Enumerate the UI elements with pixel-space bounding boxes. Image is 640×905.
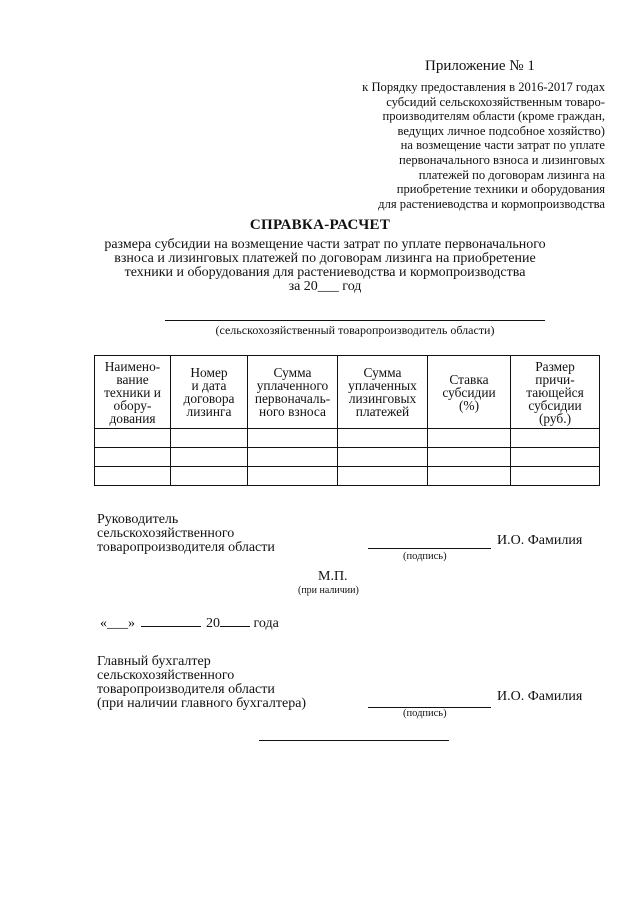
head-role-line: товаропроизводителя области [97, 540, 275, 555]
header-text-line: (руб.) [538, 410, 572, 426]
producer-caption: (сельскохозяйственный товаропроизводитель области) [215, 323, 495, 337]
head-role [97, 513, 275, 555]
table-row [95, 429, 600, 448]
accountant-role [97, 655, 306, 711]
table-body [95, 429, 600, 486]
order-line: субсидий сельскохозяйственным товаро- [386, 94, 605, 109]
order-line: приобретение техники и оборудования [396, 182, 605, 197]
header-text-line: вание [116, 371, 149, 387]
header-text-line: договора [183, 391, 235, 406]
order-line: к Порядку предоставления в 2016-2017 годах [362, 80, 605, 94]
table-cell [428, 448, 511, 467]
calculation-table [94, 355, 600, 486]
header-text-line: и дата [191, 378, 227, 393]
table-cell [511, 448, 600, 467]
column-header-subsidy-rate [428, 356, 511, 429]
table-cell [428, 467, 511, 486]
header-text-line: Наимено- [104, 358, 161, 374]
table-cell [171, 448, 248, 467]
seal-caption: (при наличии) [298, 585, 359, 596]
head-role-line: сельскохозяйственного [97, 526, 235, 541]
head-signature-line [368, 548, 491, 549]
order-line: на возмещение части затрат по уплате [400, 138, 605, 153]
header-text-line: обору- [113, 397, 152, 413]
column-header-equipment [95, 356, 171, 429]
date-day: «___» [100, 616, 135, 631]
table-cell [338, 429, 428, 448]
accountant-name: И.О. Фамилия [497, 689, 583, 704]
order-line: для растениеводства и кормопроизводства [378, 196, 605, 211]
column-header-lease-payments [338, 356, 428, 429]
producer-name-line [165, 320, 545, 321]
header-text-line: Ставка [449, 371, 489, 387]
subtitle-line: размера субсидии на возмещение части затрат по уплате первоначального [104, 237, 546, 252]
accountant-role-line: Главный бухгалтер [97, 654, 211, 669]
table-cell [338, 467, 428, 486]
header-text-line: Сумма [273, 365, 312, 380]
order-line: первоначального взноса и лизинговых [399, 152, 605, 167]
header-text-line: Сумма [363, 365, 402, 380]
table-cell [248, 467, 338, 486]
accountant-role-line: (при наличии главного бухгалтера) [97, 696, 307, 711]
date-line [100, 617, 279, 631]
header-text-line: причи- [535, 371, 575, 387]
column-header-initial-payment [248, 356, 338, 429]
header-text-line: лизинга [186, 404, 232, 419]
head-role-line: Руководитель [97, 512, 179, 527]
header-text-line: дования [109, 410, 156, 426]
appendix-order-text [343, 80, 605, 211]
header-text-line: техники и [104, 384, 161, 400]
column-header-contract [171, 356, 248, 429]
date-year-prefix: 20 [206, 616, 220, 631]
table-header-row [95, 356, 600, 429]
table-cell [428, 429, 511, 448]
header-text-line: Номер [190, 365, 228, 380]
accountant-signature-caption: (подпись) [403, 708, 447, 719]
header-text-line: уплаченного [256, 378, 329, 393]
order-line: производителям области (кроме граждан, [382, 109, 605, 124]
header-text-line: тающейся [526, 384, 584, 400]
document-subtitle [100, 238, 550, 294]
document-title: СПРАВКА-РАСЧЕТ [249, 217, 391, 233]
table-cell [511, 429, 600, 448]
header-text-line: субсидии [528, 397, 582, 413]
table-cell [248, 448, 338, 467]
head-signature-caption: (подпись) [403, 551, 447, 562]
date-suffix: года [253, 616, 279, 631]
subtitle-line: техники и оборудования для растениеводства и кормопроизводства [124, 265, 526, 280]
table-cell [95, 429, 171, 448]
header-text-line: (%) [458, 397, 480, 413]
table-cell [95, 467, 171, 486]
table-row [95, 467, 600, 486]
table-cell [338, 448, 428, 467]
header-text-line: субсидии [442, 384, 496, 400]
subtitle-line: за 20___ год [288, 279, 362, 294]
header-text-line: платежей [355, 404, 410, 419]
table-cell [248, 429, 338, 448]
bottom-line [259, 740, 449, 741]
accountant-role-line: сельскохозяйственного [97, 668, 235, 683]
appendix-title: Приложение № 1 [425, 58, 535, 74]
order-line: ведущих личное подсобное хозяйство) [397, 123, 605, 138]
date-year-blank [220, 626, 250, 627]
header-text-line: первоначаль- [254, 391, 331, 406]
header-text-line: ного взноса [259, 404, 326, 419]
column-header-subsidy-amount [511, 356, 600, 429]
head-name: И.О. Фамилия [497, 533, 583, 548]
header-text-line: уплаченных [348, 378, 417, 393]
table-cell [511, 467, 600, 486]
table-cell [171, 429, 248, 448]
table-row [95, 448, 600, 467]
header-text-line: Размер [535, 358, 575, 374]
header-text-line: лизинговых [348, 391, 417, 406]
seal-label: М.П. [318, 569, 348, 584]
order-line: платежей по договорам лизинга на [418, 167, 605, 182]
table-cell [171, 467, 248, 486]
date-month-blank [141, 626, 201, 627]
subtitle-line: взноса и лизинговых платежей по договорам лизинга на приобретение [114, 251, 536, 266]
accountant-role-line: товаропроизводителя области [97, 682, 275, 697]
table-cell [95, 448, 171, 467]
